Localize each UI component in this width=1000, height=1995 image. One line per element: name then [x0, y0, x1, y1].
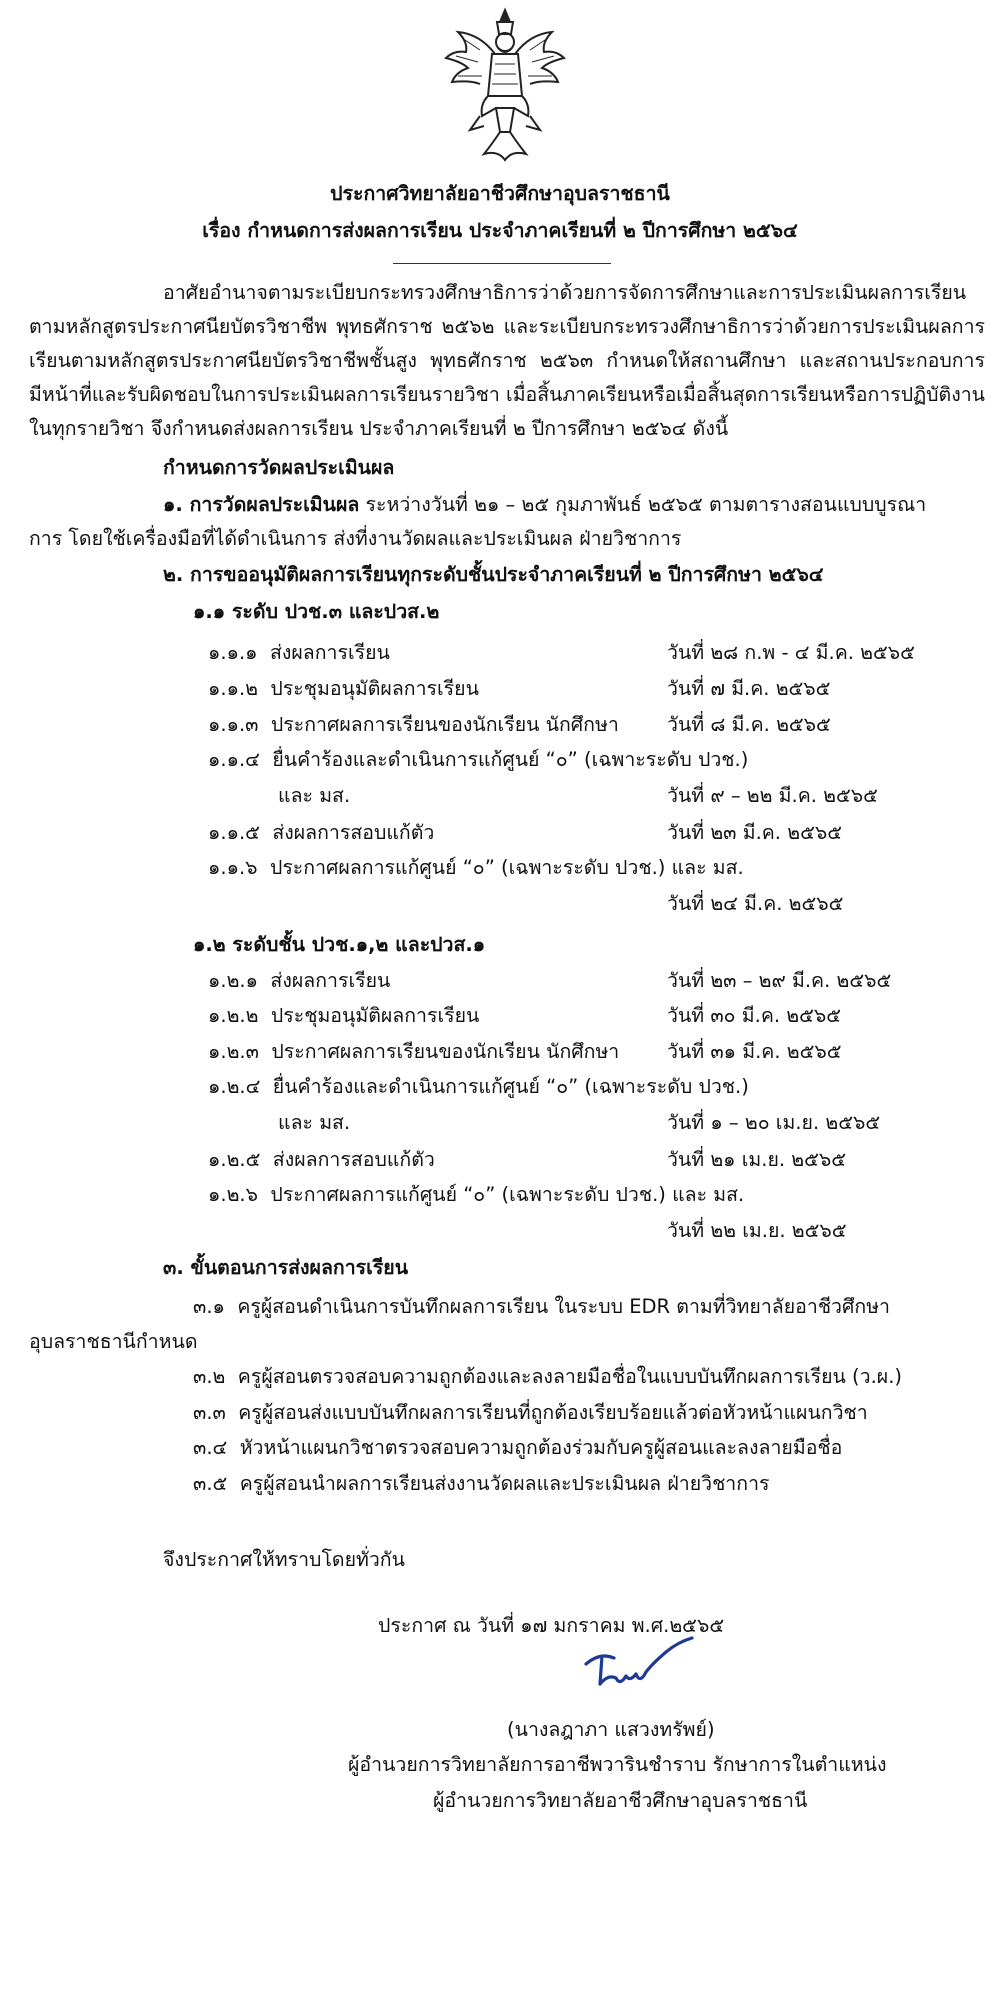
schedule-item — [208, 638, 390, 668]
step-item — [193, 1292, 890, 1322]
item-text: ประชุมอนุมัติผลการเรียน — [270, 1004, 480, 1027]
item-number: ๑.๒.๔ — [208, 1075, 261, 1098]
signer-position-1: ผู้อำนวยการวิทยาลัยการอาชีพวารินชำราบ รักษาการในตำแหน่ง — [348, 1753, 887, 1776]
s1-line2: การ โดยใช้เครื่องมือที่ได้ดำเนินการ ส่งที่งานวัดผลและประเมินผล ฝ่ายวิชาการ — [29, 527, 682, 550]
item-number: ๑.๒.๒ — [208, 1004, 259, 1027]
schedule-item — [208, 674, 479, 704]
item-date: วันที่ ๒๓ – ๒๙ มี.ค. ๒๕๖๕ — [667, 969, 892, 992]
step-continuation: อุบลราชธานีกำหนด — [29, 1330, 198, 1353]
garuda-emblem-icon — [440, 4, 570, 162]
title-divider — [393, 263, 611, 264]
step-text: ครูผู้สอนดำเนินการบันทึกผลการเรียน ในระบบ EDR ตามที่วิทยาลัยอาชีวศึกษา — [237, 1295, 890, 1318]
step-text: ครูผู้สอนส่งแบบบันทึกผลการเรียนที่ถูกต้องเรียบร้อยแล้วต่อหัวหน้าแผนกวิชา — [238, 1401, 868, 1424]
item-text: ส่งผลการเรียน — [270, 969, 391, 992]
item-date: วันที่ ๓๐ มี.ค. ๒๕๖๕ — [667, 1004, 842, 1027]
item-date: วันที่ ๒๔ มี.ค. ๒๕๖๕ — [667, 892, 844, 915]
item-number: ๑.๒.๓ — [208, 1040, 259, 1063]
step-text: ครูผู้สอนตรวจสอบความถูกต้องและลงลายมือชื่อในแบบบันทึกผลการเรียน (ว.ผ.) — [237, 1365, 903, 1388]
item-date: วันที่ ๘ มี.ค. ๒๕๖๕ — [667, 713, 831, 736]
step-item — [193, 1362, 902, 1392]
s3-heading: ๓. ขั้นตอนการส่งผลการเรียน — [163, 1256, 409, 1279]
signer-name: (นางลฎาภา แสวงทรัพย์) — [507, 1718, 715, 1741]
item-number: ๑.๒.๑ — [208, 969, 259, 992]
item-number: ๑.๑.๖ — [208, 856, 258, 879]
item-date: วันที่ ๒๒ เม.ย. ๒๕๖๕ — [667, 1219, 847, 1242]
item-date: วันที่ ๒๓ มี.ค. ๒๕๖๕ — [667, 821, 842, 844]
intro-paragraph — [29, 276, 985, 446]
item-text: ส่งผลการเรียน — [269, 641, 390, 664]
item-date: วันที่ ๒๑ เม.ย. ๒๕๖๕ — [667, 1148, 847, 1171]
schedule-item — [208, 1001, 479, 1031]
step-item — [193, 1433, 842, 1463]
schedule-item — [208, 1072, 749, 1102]
item-text: ประกาศผลการแก้ศูนย์ “๐” (เฉพาะระดับ ปวช.) และ มส. — [269, 856, 744, 879]
schedule-item — [208, 1145, 435, 1175]
schedule-item — [208, 745, 748, 775]
signature-icon — [580, 1634, 700, 1700]
s1-label: ๑. การวัดผลประเมินผล — [163, 493, 360, 516]
item-text: ประกาศผลการแก้ศูนย์ “๐” (เฉพาะระดับ ปวช.) และ มส. — [270, 1183, 745, 1206]
announcement-subject: เรื่อง กำหนดการส่งผลการเรียน ประจำภาคเรียนที่ ๒ ปีการศึกษา ๒๕๖๔ — [202, 219, 798, 242]
s1-text-1: ระหว่างวันที่ ๒๑ – ๒๕ กุมภาพันธ์ ๒๕๖๕ ตามตารางสอนแบบบูรณา — [359, 493, 927, 516]
s2-sub1-heading: ๑.๑ ระดับ ปวช.๓ และปวส.๒ — [193, 600, 440, 623]
item-text: ส่งผลการสอบแก้ตัว — [272, 821, 435, 844]
item-text: ยื่นคำร้องและดำเนินการแก้ศูนย์ “๐” (เฉพาะระดับ ปวช.) — [272, 748, 749, 771]
schedule-item — [208, 818, 434, 848]
step-item — [193, 1469, 770, 1499]
step-text: หัวหน้าแผนกวิชาตรวจสอบความถูกต้องร่วมกับครูผู้สอนและลงลายมือชื่อ — [239, 1436, 843, 1459]
item-date: วันที่ ๒๘ ก.พ - ๔ มี.ค. ๒๕๖๕ — [667, 641, 915, 664]
s2-heading: ๒. การขออนุมัติผลการเรียนทุกระดับชั้นประจำภาคเรียนที่ ๒ ปีการศึกษา ๒๕๖๔ — [163, 563, 824, 586]
item-date: วันที่ ๓๑ มี.ค. ๒๕๖๕ — [667, 1040, 842, 1063]
closing-notice: จึงประกาศให้ทราบโดยทั่วกัน — [163, 1548, 405, 1571]
announce-date: ประกาศ ณ วันที่ ๑๗ มกราคม พ.ศ.๒๕๖๕ — [378, 1614, 725, 1637]
step-number: ๓.๒ — [193, 1365, 226, 1388]
intro-text: อาศัยอำนาจตามระเบียบกระทรวงศึกษาธิการว่าด้วยการจัดการศึกษาและการประเมินผลการเรียนตามหลักสูตรประกาศนียบัตรวิชาชีพ พุทธศักราช ๒๕๖๒ และระเบียบกระทรวงศึกษาธิการว่าด้วยการประเมินผลการเรียนตามหลักสูตรประกาศนียบัตรวิชาชีพชั้นสูง พุทธศักราช ๒๕๖๓ กำหนดให้สถานศึกษา และสถานประกอบการมีหน้าที่และรับผิดชอบในการประเมินผลการเรียนรายวิชา เมื่อสิ้นภาคเรียนหรือเมื่อสิ้นสุดการเรียนหรือการปฏิบัติงานในทุกรายวิชา จึงกำหนดส่งผลการเรียน ประจำภาคเรียนที่ ๒ ปีการศึกษา ๒๕๖๔ ดังนี้ — [29, 281, 986, 440]
item-date: วันที่ ๙ – ๒๒ มี.ค. ๒๕๖๕ — [667, 784, 878, 807]
item-number: ๑.๑.๑ — [208, 641, 258, 664]
s1-line1 — [163, 490, 926, 520]
item-text: ส่งผลการสอบแก้ตัว — [272, 1148, 435, 1171]
item-text: ประกาศผลการเรียนของนักเรียน นักศึกษา — [270, 713, 619, 736]
item-number: ๑.๑.๒ — [208, 677, 259, 700]
step-number: ๓.๔ — [193, 1436, 228, 1459]
schedule-item — [208, 1180, 744, 1210]
item-number: ๑.๑.๕ — [208, 821, 260, 844]
item-number: ๑.๑.๓ — [208, 713, 259, 736]
item-date: วันที่ ๗ มี.ค. ๒๕๖๕ — [667, 677, 831, 700]
schedule-item — [208, 710, 619, 740]
step-item — [193, 1398, 868, 1428]
item-number: ๑.๑.๔ — [208, 748, 260, 771]
item-text: ประชุมอนุมัติผลการเรียน — [270, 677, 479, 700]
item-date: วันที่ ๑ – ๒๐ เม.ย. ๒๕๖๕ — [667, 1111, 881, 1134]
schedule-item — [208, 966, 390, 996]
item-text: ยื่นคำร้องและดำเนินการแก้ศูนย์ “๐” (เฉพาะระดับ ปวช.) — [272, 1075, 749, 1098]
schedule-item — [208, 853, 744, 883]
section-heading: กำหนดการวัดผลประเมินผล — [163, 456, 395, 479]
step-text: ครูผู้สอนนำผลการเรียนส่งงานวัดผลและประเมินผล ฝ่ายวิชาการ — [239, 1472, 770, 1495]
step-number: ๓.๕ — [193, 1472, 228, 1495]
step-number: ๓.๑ — [193, 1295, 225, 1318]
item-continuation: และ มส. — [278, 784, 351, 807]
announcement-title: ประกาศวิทยาลัยอาชีวศึกษาอุบลราชธานี — [330, 182, 670, 205]
schedule-item — [208, 1037, 619, 1067]
item-number: ๑.๒.๕ — [208, 1148, 261, 1171]
step-number: ๓.๓ — [193, 1401, 226, 1424]
item-number: ๑.๒.๖ — [208, 1183, 259, 1206]
item-continuation: และ มส. — [278, 1111, 351, 1134]
s2-sub2-heading: ๑.๒ ระดับชั้น ปวช.๑,๒ และปวส.๑ — [193, 933, 486, 956]
item-text: ประกาศผลการเรียนของนักเรียน นักศึกษา — [271, 1040, 620, 1063]
signer-position-2: ผู้อำนวยการวิทยาลัยอาชีวศึกษาอุบลราชธานี — [433, 1789, 808, 1812]
